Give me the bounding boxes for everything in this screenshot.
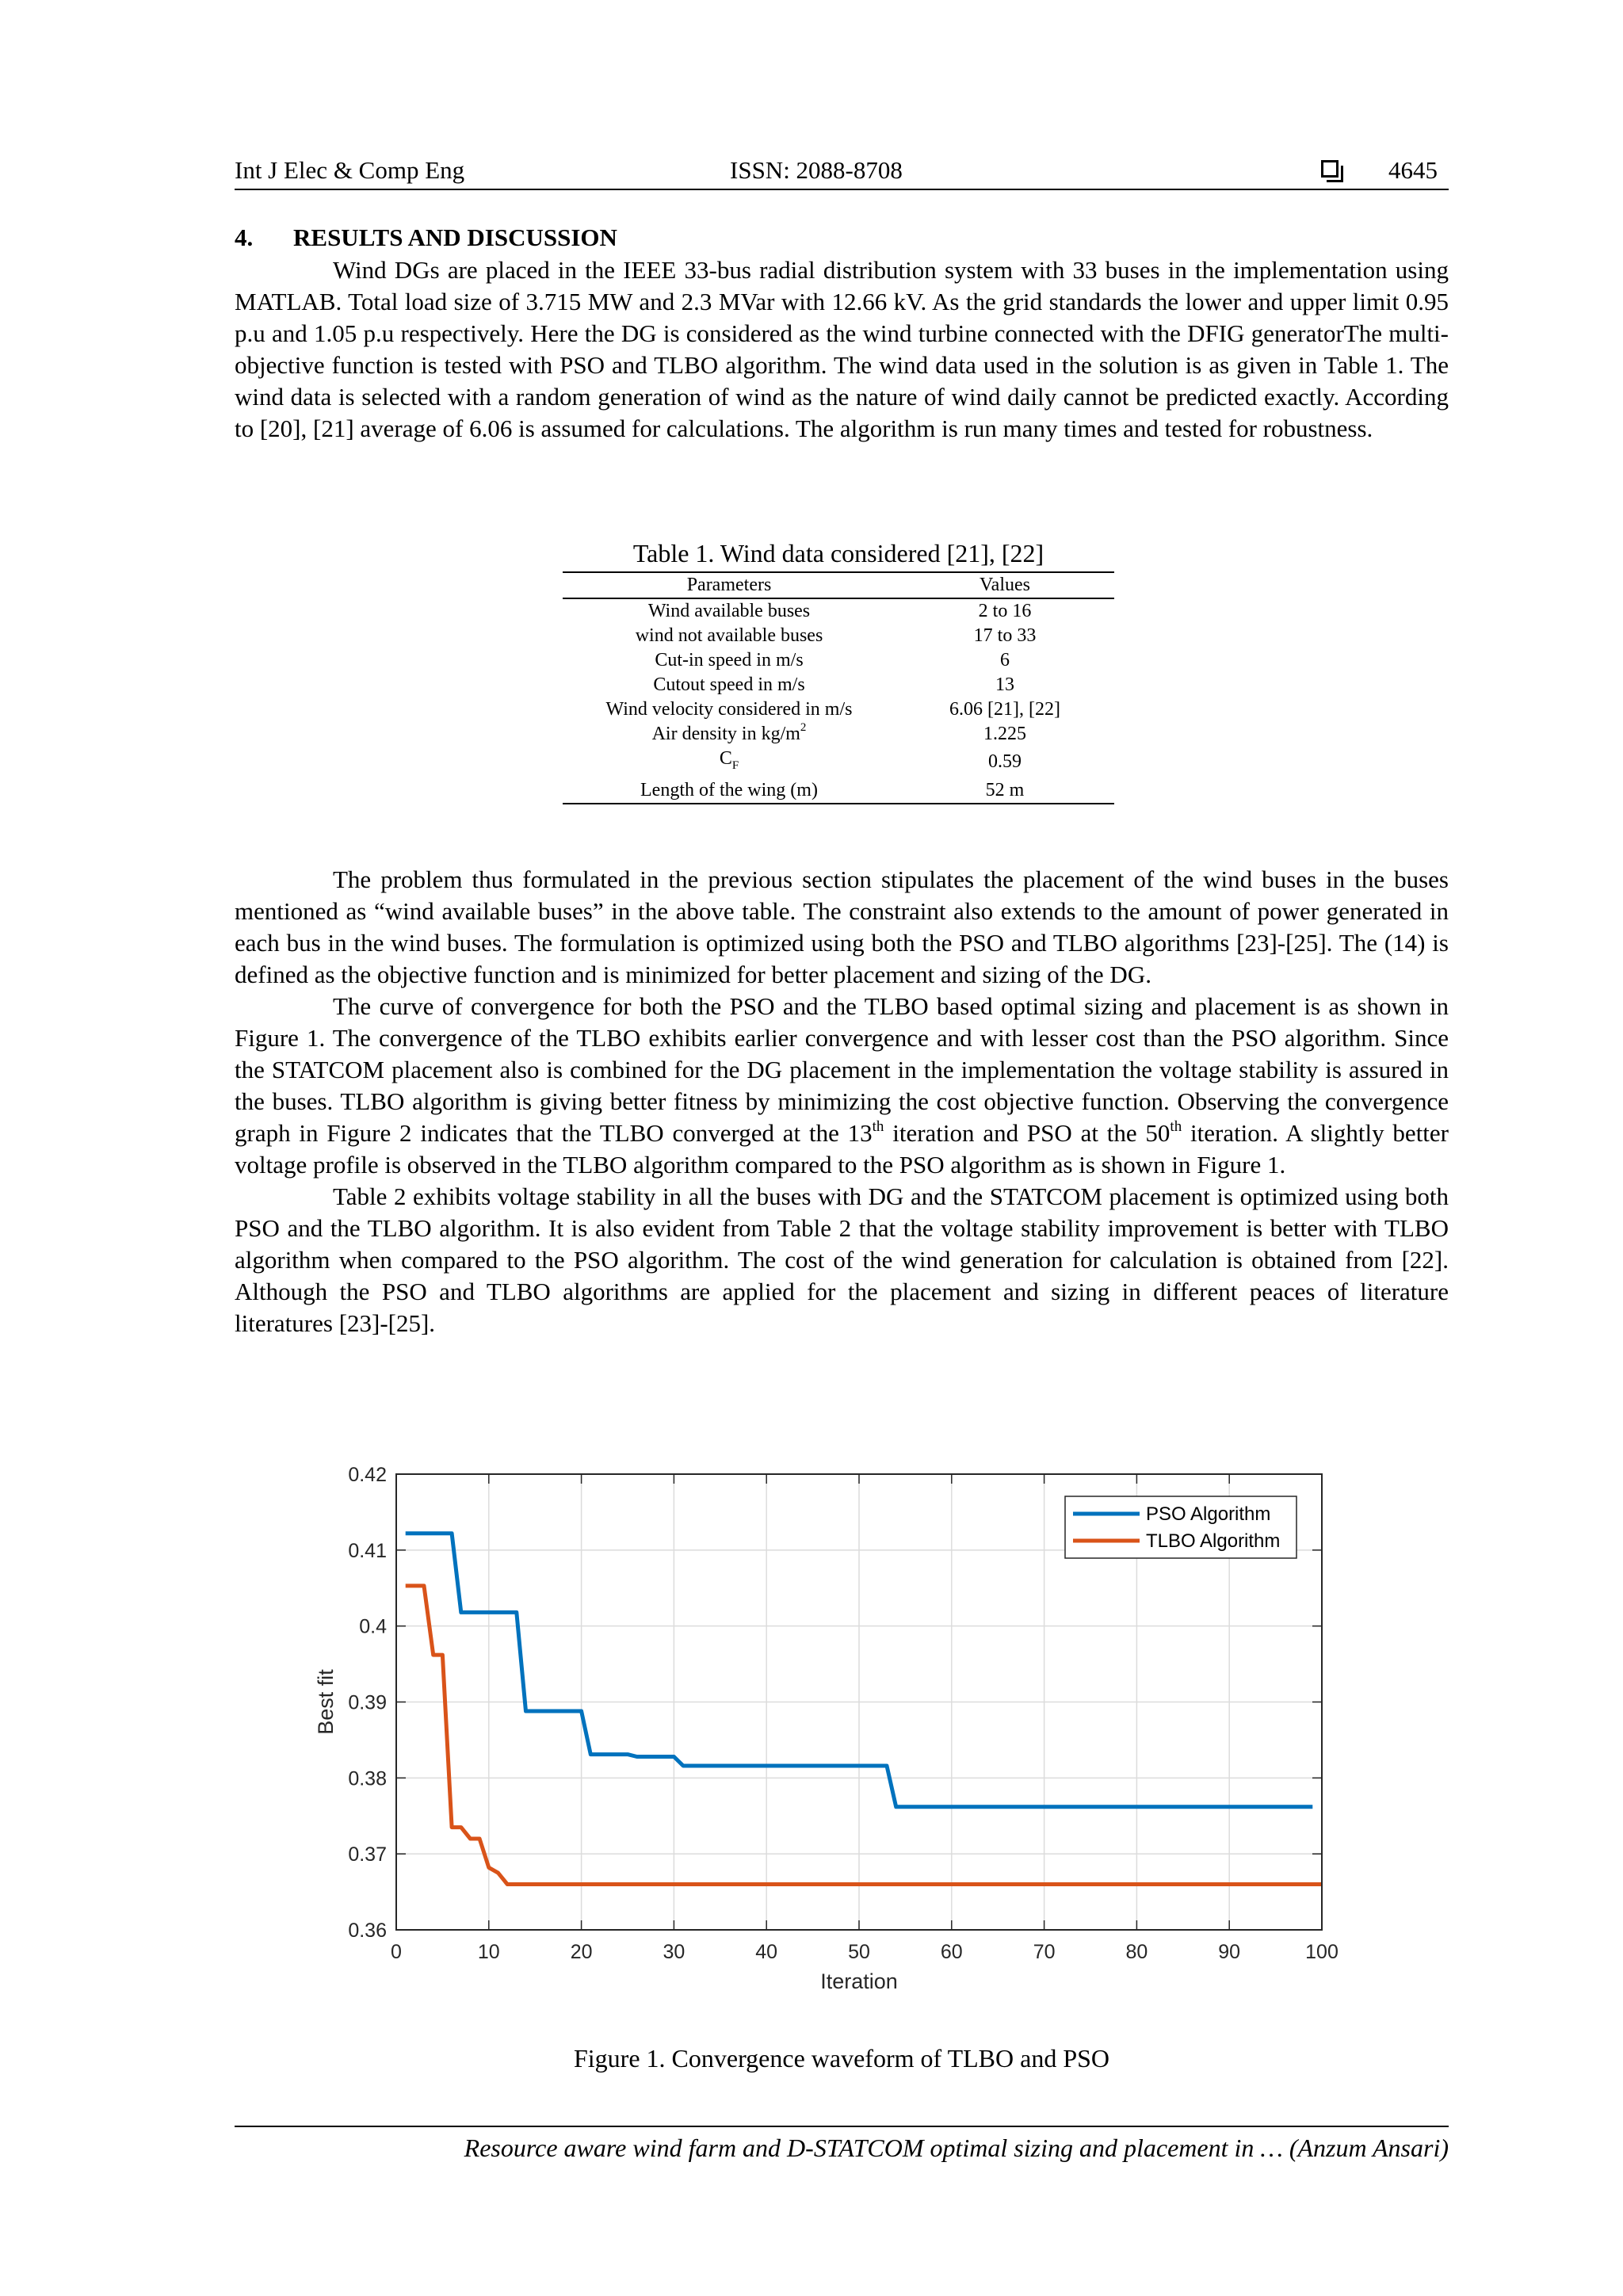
x-axis-label: Iteration — [820, 1969, 898, 1993]
table-cell-value: 0.59 — [988, 751, 1022, 773]
paragraph-text: The curve of convergence for both the PSO and the TLBO based optimal sizing and placement is as shown in Figure 1. The convergence of the TLBO exhibits earlier convergence and with lesser cost than the PSO algorithm. Since the STATCOM placement also is combined for the DG placement in the implementation the voltage stability is assured in the buses. TLBO algorithm is giving better fitness by minimizing the cost objective function. Observing the convergence graph in Figure 2 indicates that the TLBO converged at the 13 — [235, 992, 1449, 1147]
section-title: RESULTS AND DISCUSSION — [293, 223, 617, 251]
paragraph-text: iteration. A slightly better voltage profile is observed in the TLBO algorithm compared to the PSO algorithm as is shown in Figure 1. — [235, 1119, 1449, 1179]
table-cell-value: 13 — [995, 674, 1014, 695]
y-tick-label: 0.42 — [348, 1464, 387, 1486]
x-tick-label: 70 — [1033, 1941, 1056, 1963]
y-tick-label: 0.36 — [348, 1920, 387, 1942]
table-cell-value: 52 m — [985, 779, 1025, 800]
running-header-issn: ISSN: 2088-8708 — [730, 156, 903, 184]
table-cell-value: 6.06 [21], [22] — [949, 699, 1060, 720]
table-row — [563, 598, 1114, 624]
wind-data-table — [563, 571, 1114, 804]
table-cell-value: 2 to 16 — [978, 601, 1032, 621]
table-cell-value: 1.225 — [983, 724, 1026, 744]
convergence-chart — [301, 1458, 1363, 2017]
table-header-row — [563, 572, 1114, 598]
y-axis-label: Best fit — [314, 1669, 338, 1735]
legend-label-pso: PSO Algorithm — [1146, 1503, 1271, 1525]
superscript: th — [1170, 1117, 1182, 1135]
intro-paragraph: Wind DGs are placed in the IEEE 33-bus radial distribution system with 33 buses in the implementation using MATLAB. Total load size of 3.715 MW and 2.3 MVar with 12.66 kV. As the grid standards the lower and upper limit 0.95 p.u and 1.05 p.u respectively. Here the DG is considered as the wind turbine connected with the DFIG generatorThe multi-objective function is tested with PSO and TLBO algorithm. The wind data used in the solution is as given in Table 1. The wind data is selected with a random generation of wind as the nature of wind daily cannot be predicted exactly. According to [20], [21] average of 6.06 is assumed for calculations. The algorithm is run many times and tested for robustness. — [235, 256, 1449, 442]
paragraph-text: iteration and PSO at the 50 — [884, 1119, 1170, 1147]
running-footer: Resource aware wind farm and D-STATCOM optimal sizing and placement in … (Anzum Ansari) — [464, 2134, 1449, 2162]
y-tick-label: 0.4 — [359, 1615, 387, 1638]
tlbo-series-line — [406, 1586, 1322, 1885]
subscript: F — [731, 758, 739, 772]
x-tick-label: 20 — [570, 1941, 593, 1963]
table-row — [563, 722, 1114, 747]
body-paragraphs — [235, 864, 1449, 1339]
table-cell-parameter: wind not available buses — [635, 625, 823, 646]
table-row — [563, 778, 1114, 804]
figure-caption: Figure 1. Convergence waveform of TLBO and PSO — [573, 2044, 1110, 2073]
table-row — [563, 648, 1114, 673]
table-cell-value: 6 — [1000, 650, 1010, 670]
footer-rule — [235, 2126, 1449, 2127]
legend-label-tlbo: TLBO Algorithm — [1146, 1530, 1281, 1552]
y-tick-label: 0.39 — [348, 1691, 387, 1714]
paragraph-formulation: The problem thus formulated in the previous section stipulates the placement of the wind buses in the buses mentioned as “wind available buses” in the above table. The constraint also extends to the amount of power generated in each bus in the wind buses. The formulation is optimized using both the PSO and TLBO algorithms [23]-[25]. The (14) is defined as the objective function and is minimized for better placement and sizing of the DG. — [235, 865, 1449, 988]
table-cell-parameter: Wind available buses — [647, 601, 811, 621]
table-cell-parameter: Cutout speed in m/s — [653, 674, 805, 695]
x-tick-label: 40 — [755, 1941, 778, 1963]
chart-legend — [1065, 1496, 1296, 1558]
paragraph-voltage-stability: Table 2 exhibits voltage stability in all the buses with DG and the STATCOM placement is optimized using both PSO and the TLBO algorithm. It is also evident from Table 2 that the voltage stability improvement is better with TLBO algorithm when compared to the PSO algorithm. The cost of the wind generation for calculation is obtained from [22]. Although the PSO and TLBO algorithms are applied for the placement and sizing in different peaces of literature literatures [23]-[25]. — [235, 1182, 1449, 1337]
convergence-chart-svg — [301, 1458, 1363, 2013]
table-cell-value: 17 to 33 — [973, 625, 1037, 646]
x-tick-label: 30 — [663, 1941, 685, 1963]
intro-paragraph-block — [235, 254, 1449, 445]
page-number: 4645 — [1388, 156, 1438, 184]
cf-label: C — [719, 748, 732, 769]
header-rule — [235, 189, 1449, 190]
x-tick-label: 100 — [1305, 1941, 1338, 1963]
x-tick-label: 50 — [848, 1941, 870, 1963]
y-tick-label: 0.38 — [348, 1767, 387, 1790]
superscript: th — [872, 1117, 884, 1135]
section-number: 4. — [235, 223, 254, 251]
x-tick-label: 90 — [1218, 1941, 1241, 1963]
x-tick-label: 80 — [1125, 1941, 1148, 1963]
x-tick-label: 10 — [477, 1941, 500, 1963]
table-row — [563, 673, 1114, 697]
table-cell-parameter: Wind velocity considered in m/s — [605, 699, 853, 720]
x-tick-label: 0 — [391, 1941, 402, 1963]
paragraph-convergence — [235, 991, 1449, 1181]
checkbox-square-icon — [1321, 160, 1338, 178]
superscript: 2 — [800, 721, 807, 734]
x-tick-label: 60 — [940, 1941, 963, 1963]
table-cell-parameter — [563, 747, 896, 778]
table-cell-parameter: Cut-in speed in m/s — [655, 650, 804, 670]
table-header-parameters: Parameters — [686, 575, 772, 595]
section-heading — [235, 223, 617, 252]
chart-series — [406, 1534, 1322, 1885]
table-header-values: Values — [980, 575, 1030, 595]
table-row — [563, 747, 1114, 778]
table-cell-parameter — [563, 722, 896, 747]
table-row — [563, 624, 1114, 648]
y-tick-label: 0.41 — [348, 1539, 387, 1562]
table-row — [563, 697, 1114, 722]
table-caption: Table 1. Wind data considered [21], [22] — [632, 539, 1044, 567]
table-cell-parameter: Length of the wing (m) — [640, 779, 818, 800]
y-tick-label: 0.37 — [348, 1843, 387, 1866]
running-header-journal: Int J Elec & Comp Eng — [235, 156, 465, 184]
air-density-label: Air density in kg/m — [651, 724, 800, 744]
